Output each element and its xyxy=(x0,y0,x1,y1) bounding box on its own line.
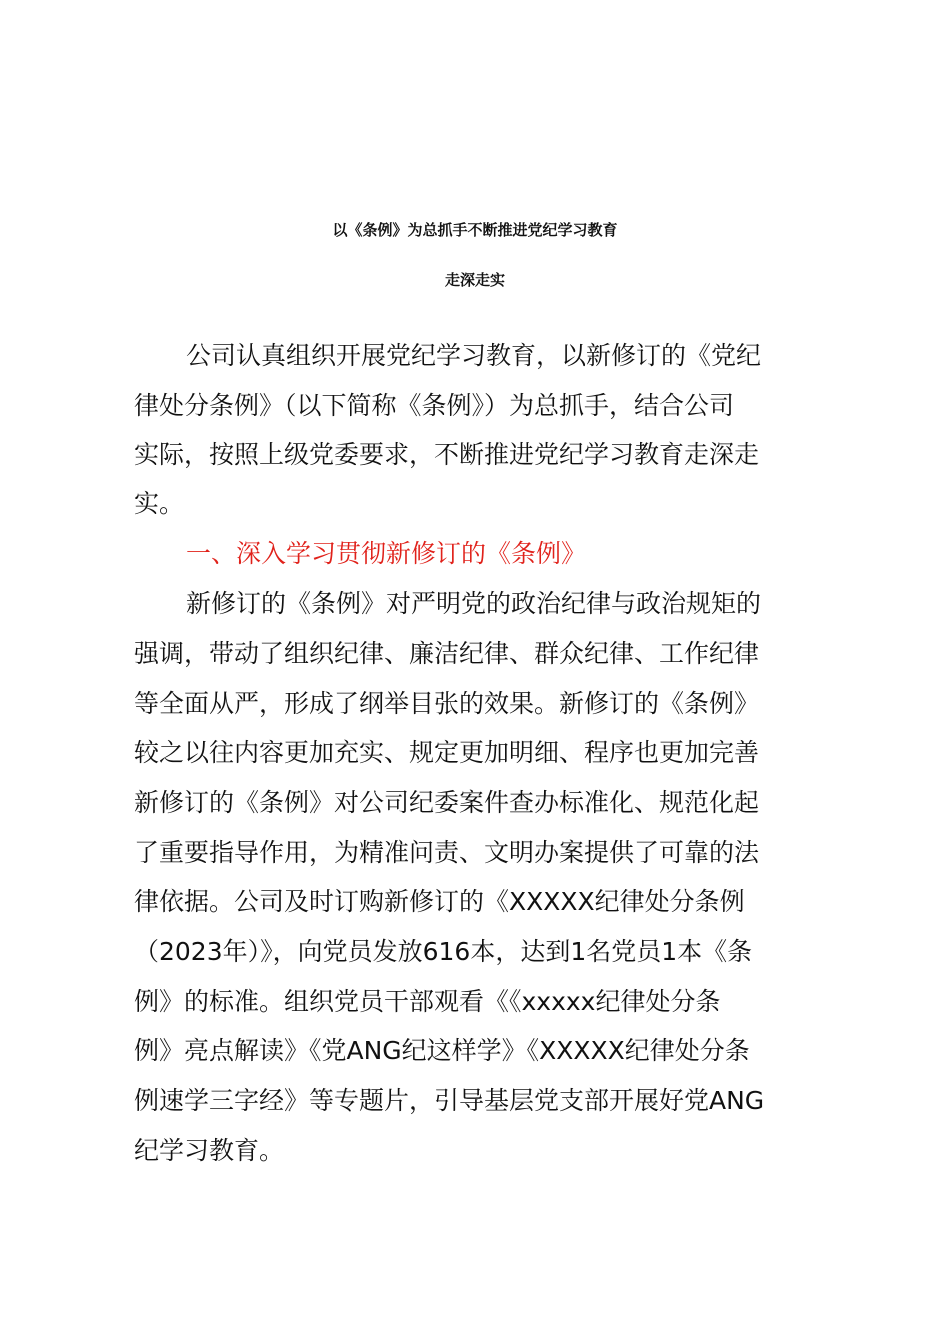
intro-paragraph-line: 公司认真组织开展党纪学习教育，以新修订的《党纪 xyxy=(186,341,762,370)
section-paragraph-line: 例速学三字经》等专题片，引导基层党支部开展好党ANG xyxy=(134,1086,765,1115)
section-paragraph-line: 新修订的《条例》对严明党的政治纪律与政治规矩的 xyxy=(186,589,762,618)
section-paragraph-line: 纪学习教育。 xyxy=(134,1136,285,1165)
section-paragraph-line: 等全面从严，形成了纲举目张的效果。新修订的《条例》 xyxy=(134,689,760,718)
document-title-line-1: 以《条例》为总抓手不断推进党纪学习教育 xyxy=(332,221,618,239)
section-paragraph-line: 律依据。公司及时订购新修订的《XXXXX纪律处分条例 xyxy=(134,887,745,916)
section-paragraph-line: 例》的标准。组织党员干部观看《《xxxxx纪律处分条 xyxy=(134,987,721,1016)
section-paragraph-line: 了重要指导作用，为精准问责、文明办案提供了可靠的法 xyxy=(134,838,760,867)
section-paragraph-line: 强调，带动了组织纪律、廉洁纪律、群众纪律、工作纪律 xyxy=(134,639,760,668)
document-title-line-2: 走深走实 xyxy=(444,271,505,289)
intro-paragraph-line: 实。 xyxy=(134,489,185,518)
section-paragraph-line: （2023年）》，向党员发放616本，达到1名党员1本《条 xyxy=(134,937,753,966)
intro-paragraph-line: 实际，按照上级党委要求，不断推进党纪学习教育走深走 xyxy=(134,440,760,469)
section-paragraph-line: 新修订的《条例》对公司纪委案件查办标准化、规范化起 xyxy=(134,788,760,817)
section-heading: 一、深入学习贯彻新修订的《条例》 xyxy=(186,539,587,568)
section-paragraph-line: 较之以往内容更加充实、规定更加明细、程序也更加完善 xyxy=(134,738,760,767)
intro-paragraph-line: 律处分条例》（以下简称《条例》）为总抓手，结合公司 xyxy=(134,391,735,420)
section-paragraph-line: 例》亮点解读》《党ANG纪这样学》《XXXXX纪律处分条 xyxy=(134,1036,750,1065)
